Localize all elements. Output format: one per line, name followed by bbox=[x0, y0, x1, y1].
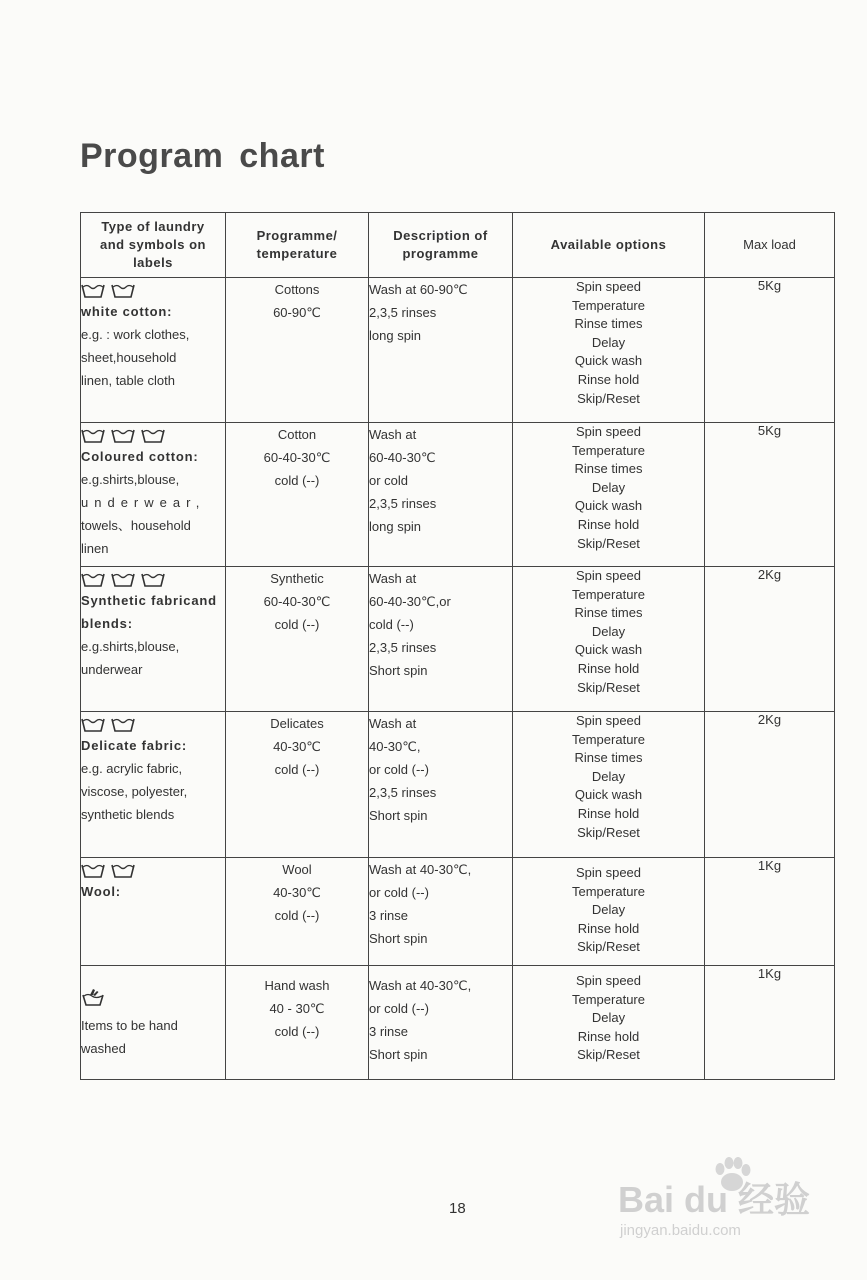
cell-line: Wash at bbox=[369, 716, 417, 731]
watermark bbox=[618, 1160, 828, 1250]
care-symbols bbox=[81, 567, 225, 589]
cell-line: 40-30℃, bbox=[369, 739, 421, 754]
page-title: Program chart bbox=[80, 137, 325, 175]
cell-line: or cold (--) bbox=[369, 762, 429, 777]
cell-line: Skip/Reset bbox=[577, 824, 640, 840]
table-row bbox=[81, 567, 835, 712]
care-symbols bbox=[81, 423, 225, 445]
cell-line: Rinse times bbox=[574, 605, 643, 621]
cell-line: 3 rinse bbox=[369, 1024, 409, 1039]
table-row bbox=[81, 858, 835, 966]
cell-line: Temperature bbox=[572, 586, 645, 602]
table-row bbox=[81, 278, 835, 423]
cell-line: Skip/Reset bbox=[577, 679, 640, 695]
cell-line: or cold (--) bbox=[369, 1001, 429, 1016]
cell-line: long spin bbox=[369, 519, 422, 534]
cell-line: Rinse hold bbox=[577, 516, 640, 532]
wash-tub-icon bbox=[81, 428, 105, 444]
programme-cell bbox=[226, 712, 369, 858]
table-header-row bbox=[81, 213, 835, 278]
laundry-type-cell bbox=[81, 567, 226, 712]
max-load-cell: 1Kg bbox=[705, 966, 835, 1080]
header-programme: Programme/ temperature bbox=[226, 213, 369, 278]
cell-line: Temperature bbox=[572, 991, 645, 1007]
laundry-type-cell bbox=[81, 712, 226, 858]
cell-line: cold (--) bbox=[274, 762, 320, 777]
cell-line: cold (--) bbox=[274, 473, 320, 488]
watermark-url: jingyan.baidu.com bbox=[620, 1222, 741, 1239]
header-description: Description of programme bbox=[369, 213, 513, 278]
cell-line: Delay bbox=[591, 623, 626, 639]
cell-line: 60-40-30℃ bbox=[263, 450, 331, 465]
description-cell bbox=[369, 966, 513, 1080]
cell-line: Spin speed bbox=[575, 568, 642, 583]
max-load-cell: 2Kg bbox=[705, 712, 835, 858]
hand-wash-icon bbox=[81, 987, 105, 1007]
cell-line: 40-30℃ bbox=[273, 885, 321, 900]
laundry-type-example: e.g.shirts,blouse, bbox=[81, 639, 180, 654]
cell-line: Wash at 40-30℃, bbox=[369, 862, 472, 877]
laundry-type-name: Delicate fabric: bbox=[81, 738, 188, 753]
cell-line: Short spin bbox=[369, 931, 428, 946]
cell-line: Cotton bbox=[277, 427, 317, 442]
wash-tub-icon bbox=[141, 428, 165, 444]
laundry-type-example: e.g. acrylic fabric, bbox=[81, 761, 183, 776]
wash-tub-icon bbox=[81, 572, 105, 588]
cell-line: Cottons bbox=[274, 282, 320, 297]
laundry-type-example: linen bbox=[81, 541, 109, 556]
care-symbols bbox=[81, 712, 225, 734]
programme-cell bbox=[226, 423, 369, 567]
cell-line: Hand wash bbox=[264, 978, 330, 993]
cell-line: Spin speed bbox=[575, 713, 642, 728]
cell-line: Skip/Reset bbox=[577, 1047, 640, 1063]
cell-line: Rinse hold bbox=[577, 660, 640, 676]
cell-line: Temperature bbox=[572, 297, 645, 313]
cell-line: 40-30℃ bbox=[273, 739, 321, 754]
laundry-type-name: white cotton: bbox=[81, 304, 173, 319]
description-cell bbox=[369, 858, 513, 966]
options-cell bbox=[513, 712, 705, 858]
laundry-type-example: washed bbox=[81, 1041, 126, 1056]
table-row bbox=[81, 712, 835, 858]
cell-line: Quick wash bbox=[574, 787, 643, 803]
wash-tub-icon bbox=[111, 717, 135, 733]
laundry-type-example: linen, table cloth bbox=[81, 373, 175, 388]
max-load-cell: 5Kg bbox=[705, 423, 835, 567]
cell-line: Wash at bbox=[369, 571, 417, 586]
cell-line: Delay bbox=[591, 334, 626, 350]
options-cell bbox=[513, 278, 705, 423]
cell-line: Quick wash bbox=[574, 353, 643, 369]
care-symbols bbox=[81, 278, 225, 300]
cell-line: Rinse hold bbox=[577, 805, 640, 821]
cell-line: Wash at 60-90℃ bbox=[369, 282, 468, 297]
cell-line: Short spin bbox=[369, 1047, 428, 1062]
cell-line: Rinse hold bbox=[577, 371, 640, 387]
care-symbols bbox=[81, 858, 225, 880]
cell-line: Spin speed bbox=[575, 865, 642, 880]
cell-line: 2,3,5 rinses bbox=[369, 496, 437, 511]
cell-line: Wool bbox=[282, 862, 312, 877]
cell-line: Quick wash bbox=[574, 498, 643, 514]
cell-line: cold (--) bbox=[274, 1024, 320, 1039]
cell-line: Synthetic bbox=[270, 571, 324, 586]
cell-line: 60-90℃ bbox=[273, 305, 321, 320]
cell-line: Temperature bbox=[572, 883, 645, 899]
laundry-type-example: underwear, bbox=[81, 495, 206, 510]
cell-line: Delicates bbox=[270, 716, 324, 731]
cell-line: Temperature bbox=[572, 731, 645, 747]
laundry-type-example: e.g.shirts,blouse, bbox=[81, 472, 180, 487]
description-cell bbox=[369, 712, 513, 858]
max-load-cell: 2Kg bbox=[705, 567, 835, 712]
laundry-type-example: towels、household bbox=[81, 518, 191, 533]
laundry-type-example: viscose, polyester, bbox=[81, 784, 188, 799]
laundry-type-cell bbox=[81, 423, 226, 567]
cell-line: or cold (--) bbox=[369, 885, 429, 900]
cell-line: 3 rinse bbox=[369, 908, 409, 923]
programme-cell bbox=[226, 858, 369, 966]
description-cell bbox=[369, 278, 513, 423]
cell-line: Temperature bbox=[572, 442, 645, 458]
cell-line: 2,3,5 rinses bbox=[369, 640, 437, 655]
cell-line: 2,3,5 rinses bbox=[369, 305, 437, 320]
cell-line: 60-40-30℃ bbox=[369, 450, 436, 465]
wash-tub-icon bbox=[81, 717, 105, 733]
laundry-type-name: Coloured cotton: bbox=[81, 449, 199, 464]
cell-line: 60-40-30℃,or bbox=[369, 594, 451, 609]
cell-line: 2,3,5 rinses bbox=[369, 785, 437, 800]
cell-line: Rinse times bbox=[574, 461, 643, 477]
laundry-type-cell bbox=[81, 966, 226, 1080]
care-symbols bbox=[81, 984, 225, 1014]
wash-tub-icon bbox=[81, 283, 105, 299]
cell-line: Spin speed bbox=[575, 279, 642, 294]
laundry-type-example: e.g. : work clothes, bbox=[81, 327, 190, 342]
laundry-type-example: underwear bbox=[81, 662, 143, 677]
cell-line: Delay bbox=[591, 1010, 626, 1026]
laundry-type-name: Wool: bbox=[81, 884, 121, 899]
laundry-type-example: synthetic blends bbox=[81, 807, 175, 822]
cell-line: or cold bbox=[369, 473, 409, 488]
cell-line: long spin bbox=[369, 328, 422, 343]
programme-cell bbox=[226, 278, 369, 423]
table-row bbox=[81, 423, 835, 567]
max-load-cell: 5Kg bbox=[705, 278, 835, 423]
cell-line: cold (--) bbox=[369, 617, 414, 632]
header-load: Max load bbox=[705, 213, 835, 278]
cell-line: Skip/Reset bbox=[577, 390, 640, 406]
cell-line: Rinse hold bbox=[577, 1028, 640, 1044]
wash-tub-icon bbox=[111, 572, 135, 588]
cell-line: Short spin bbox=[369, 663, 428, 678]
max-load-cell: 1Kg bbox=[705, 858, 835, 966]
wash-tub-icon bbox=[81, 863, 105, 879]
options-cell bbox=[513, 423, 705, 567]
header-type: Type of laundry and symbols on labels bbox=[81, 213, 226, 278]
cell-line: Wash at bbox=[369, 427, 417, 442]
cell-line: Wash at 40-30℃, bbox=[369, 978, 472, 993]
laundry-type-example: Items to be hand bbox=[81, 1018, 178, 1033]
options-cell bbox=[513, 858, 705, 966]
watermark-text: Bai du 经验 bbox=[618, 1179, 811, 1220]
laundry-type-cell bbox=[81, 278, 226, 423]
cell-line: cold (--) bbox=[274, 908, 320, 923]
options-cell bbox=[513, 966, 705, 1080]
cell-line: Rinse times bbox=[574, 316, 643, 332]
cell-line: 60-40-30℃ bbox=[263, 594, 331, 609]
cell-line: Skip/Reset bbox=[577, 939, 640, 955]
header-options: Available options bbox=[513, 213, 705, 278]
options-cell bbox=[513, 567, 705, 712]
laundry-type-name: Synthetic fabricand blends: bbox=[81, 593, 217, 631]
cell-line: Short spin bbox=[369, 808, 428, 823]
wash-tub-icon bbox=[111, 283, 135, 299]
program-chart-table bbox=[80, 212, 835, 1080]
description-cell bbox=[369, 423, 513, 567]
cell-line: Quick wash bbox=[574, 642, 643, 658]
programme-cell bbox=[226, 966, 369, 1080]
wash-tub-icon bbox=[111, 428, 135, 444]
laundry-type-example: sheet,household bbox=[81, 350, 177, 365]
cell-line: Rinse times bbox=[574, 750, 643, 766]
laundry-type-cell bbox=[81, 858, 226, 966]
page-number: 18 bbox=[449, 1200, 466, 1217]
wash-tub-icon bbox=[141, 572, 165, 588]
cell-line: Spin speed bbox=[575, 424, 642, 439]
cell-line: Delay bbox=[591, 479, 626, 495]
cell-line: Delay bbox=[591, 768, 626, 784]
cell-line: Skip/Reset bbox=[577, 535, 640, 551]
cell-line: Spin speed bbox=[575, 973, 642, 988]
description-cell bbox=[369, 567, 513, 712]
cell-line: Rinse hold bbox=[577, 920, 640, 936]
cell-line: cold (--) bbox=[274, 617, 320, 632]
wash-tub-icon bbox=[111, 863, 135, 879]
cell-line: Delay bbox=[591, 902, 626, 918]
programme-cell bbox=[226, 567, 369, 712]
cell-line: 40 - 30℃ bbox=[269, 1001, 325, 1016]
table-row bbox=[81, 966, 835, 1080]
